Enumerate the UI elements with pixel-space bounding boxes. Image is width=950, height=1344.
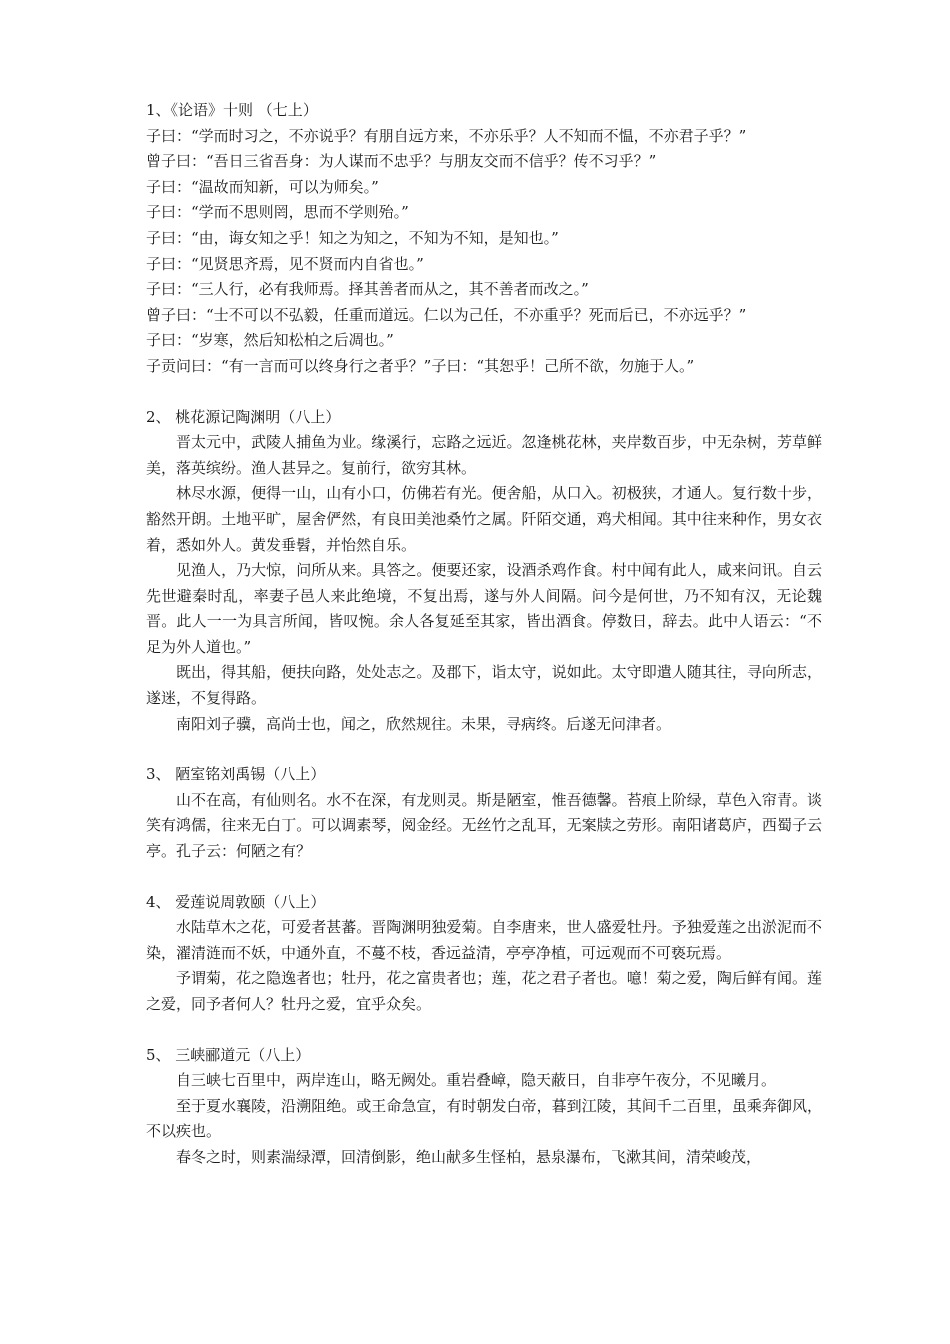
paragraph: 既出，得其船，便扶向路，处处志之。及郡下，诣太守，说如此。太守即遣人随其往，寻向所志，遂迷，不复得路。 <box>146 663 822 708</box>
section-title: 4、 爱莲说周敦颐（八上） <box>146 892 326 911</box>
text-line: 曾子曰：“吾日三省吾身：为人谋而不忠乎？与朋友交而不信乎？传不习乎？” <box>146 152 657 171</box>
section-title: 1、《论语》十则 （七上） <box>146 101 318 119</box>
paragraph: 林尽水源，便得一山，山有小口，仿佛若有光。便舍船，从口入。初极狭，才通人。复行数十步，豁然开朗。土地平旷，屋舍俨然，有良田美池桑竹之属。阡陌交通，鸡犬相闻。其中往来种作，男女衣着，悉如外人。黄发垂髫，并怡然自乐。 <box>146 484 822 554</box>
paragraph: 山不在高，有仙则名。水不在深，有龙则灵。斯是陋室，惟吾德馨。苔痕上阶绿，草色入帘青。谈笑有鸿儒，往来无白丁。可以调素琴，阅金经。无丝竹之乱耳，无案牍之劳形。南阳诸葛庐，西蜀子云亭。孔子云：何陋之有？ <box>146 790 822 861</box>
text-line: 子曰：“岁寒，然后知松柏之后凋也。” <box>146 331 394 350</box>
section-lunyu <box>146 98 822 380</box>
document-content <box>146 98 822 1171</box>
paragraph: 水陆草木之花，可爱者甚蕃。晋陶渊明独爱菊。自李唐来，世人盛爱牡丹。予独爱莲之出淤泥而不染，濯清涟而不妖，中通外直，不蔓不枝，香远益清，亭亭净植，可远观而不可亵玩焉。 <box>146 918 822 962</box>
text-line: 曾子曰：“士不可以不弘毅，任重而道远。仁以为己任，不亦重乎？死而后已，不亦远乎？” <box>146 305 747 324</box>
paragraph: 予谓菊，花之隐逸者也；牡丹，花之富贵者也；莲，花之君子者也。噫！菊之爱，陶后鲜有闻。莲之爱，同予者何人？牡丹之爱，宜乎众矣。 <box>146 969 822 1013</box>
section-ailianshuo <box>146 890 822 1018</box>
paragraph: 晋太元中，武陵人捕鱼为业。缘溪行，忘路之远近。忽逢桃花林，夹岸数百步，中无杂树，芳草鲜美，落英缤纷。渔人甚异之。复前行，欲穷其林。 <box>146 433 822 477</box>
section-title: 2、 桃花源记陶渊明（八上） <box>146 407 341 426</box>
section-title: 5、 三峡郦道元（八上） <box>146 1045 311 1064</box>
paragraph: 南阳刘子骥，高尚士也，闻之，欣然规往。未果，寻病终。后遂无问津者。 <box>176 714 672 733</box>
text-line: 子曰：“学而时习之，不亦说乎？有朋自远方来，不亦乐乎？人不知而不愠，不亦君子乎？” <box>146 126 747 145</box>
section-taohuayuanji <box>146 405 822 738</box>
text-line: 子曰：“三人行，必有我师焉。择其善者而从之，其不善者而改之。” <box>146 280 589 299</box>
text-line: 子曰：“见贤思齐焉，见不贤而内自省也。” <box>146 254 424 273</box>
paragraph: 至于夏水襄陵，沿溯阻绝。或王命急宣，有时朝发白帝，暮到江陵，其间千二百里，虽乘奔御风，不以疾也。 <box>146 1096 822 1141</box>
text-line: 子贡问曰：“有一言而可以终身行之者乎？”子曰：“其恕乎！己所不欲，勿施于人。” <box>146 356 695 375</box>
section-sanxia <box>146 1043 822 1171</box>
section-loushiming <box>146 762 822 864</box>
text-line: 子曰：“学而不思则罔，思而不学则殆。” <box>146 203 409 222</box>
text-line: 子曰：“温故而知新，可以为师矣。” <box>146 177 379 196</box>
paragraph: 见渔人，乃大惊，问所从来。具答之。便要还家，设酒杀鸡作食。村中闻有此人，咸来问讯。自云先世避秦时乱，率妻子邑人来此绝境，不复出焉，遂与外人间隔。问今是何世，乃不知有汉，无论魏晋。此人一一为具言所闻，皆叹惋。余人各复延至其家，皆出酒食。停数日，辞去。此中人语云：“不足为外人道也。” <box>146 561 822 656</box>
paragraph: 自三峡七百里中，两岸连山，略无阙处。重岩叠嶂，隐天蔽日，自非亭午夜分，不见曦月。 <box>176 1071 777 1090</box>
paragraph: 春冬之时，则素湍绿潭，回清倒影，绝山献多生怪柏，悬泉瀑布，飞漱其间，清荣峻茂， <box>176 1147 762 1166</box>
section-title: 3、 陋室铭刘禹锡（八上） <box>146 765 326 784</box>
text-line: 子曰：“由，诲女知之乎！知之为知之，不知为不知，是知也。” <box>146 228 559 247</box>
